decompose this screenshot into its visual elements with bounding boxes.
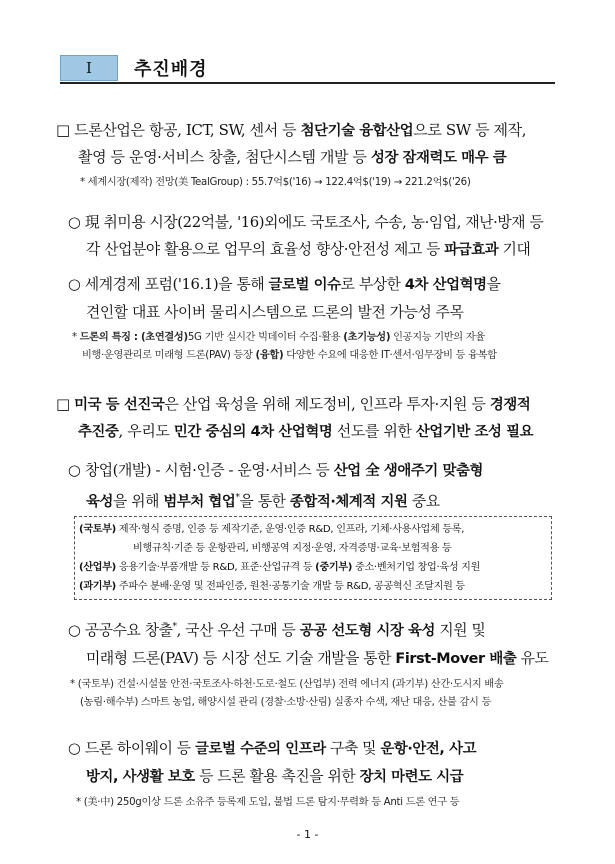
text: , 우리도 (118, 422, 174, 440)
bold-text: 방지, 사생활 보호 (86, 769, 195, 785)
text: 구축 및 (325, 740, 381, 757)
bold-text: 산업 全 생애주기 맞춤형 (333, 463, 484, 479)
bold-text: 첨단기술 융합산업 (300, 123, 414, 139)
item-lifecycle (68, 457, 569, 516)
text: 5G 기반 실시간 빅데이터 수집·활용 (187, 332, 344, 343)
bold-text: First-Mover 배출 (395, 650, 517, 667)
bullet-line (56, 117, 569, 144)
text: 을 위해 (113, 492, 164, 510)
bullet-line (56, 391, 569, 418)
text: 주파수 분배·운영 및 전파인증, 원천·공통기술 개발 등 R&D, 공공혁신 조달지원 등 (115, 581, 465, 592)
text: 지원 및 (435, 621, 486, 639)
bold-text: 4차 산업혁명 (404, 277, 487, 293)
ministry-label: (산업부) (79, 562, 116, 573)
bold-text: 종합적·체계적 지원 (289, 493, 408, 510)
text: 등 드론 활용 촉진을 위한 (194, 768, 360, 785)
item-line (68, 236, 569, 264)
item-line (68, 763, 569, 791)
bullet-drone-industry (56, 117, 569, 171)
box-row: 비행규칙·기준 등 운항관리, 비행공역 지정·운영, 자격증명·교육·보험적용 등 (133, 543, 452, 554)
footnote-market: * 세계시장(제작) 전망(美 TealGroup) : 55.7억$('16) → 122.4억$('19) → 221.2억$('26) (80, 177, 471, 188)
bold-text: 운항·안전, 사고 (380, 741, 477, 757)
bold-text: 경쟁적 (489, 397, 531, 413)
bold-text: 성장 잠재력도 매우 큼 (370, 150, 507, 166)
text: 다양한 수요에 대응한 IT·센서·임무장비 등 융복합 (283, 350, 497, 361)
text: 세계경제 포럼('16.1)을 통해 (84, 276, 269, 293)
bold-text: 민간 중심의 4차 산업혁명 (173, 424, 333, 440)
text: 을 통한 (239, 492, 290, 510)
item-applications (68, 209, 569, 264)
ministry-label: (국토부) (79, 524, 116, 535)
bullet-line (56, 144, 569, 171)
text: , 국산 우선 구매 등 (176, 621, 300, 639)
item-public-demand (68, 614, 569, 673)
footnote-marker: * (172, 622, 177, 632)
box-row (79, 558, 547, 577)
bold-text: 장치 마련도 시급 (359, 769, 464, 785)
heading-rule (60, 82, 555, 84)
bold-text: 범부처 협업 (163, 493, 236, 510)
text: 촬영 등 운영·서비스 창출, 첨단시스템 개발 등 (78, 148, 371, 166)
item-line (68, 457, 569, 485)
page-number: - 1 - (296, 828, 319, 841)
circle-bullet-icon: ○ (68, 621, 81, 639)
bold-text: (초기능성) (343, 332, 391, 343)
ministry-label: (과기부) (79, 581, 116, 592)
item-line: 견인할 대표 사이버 물리시스템으로 드론의 발전 가능성 주목 (86, 304, 464, 321)
item-line (68, 614, 569, 645)
circle-bullet-icon: ○ (68, 462, 81, 479)
ministry-roles-box (74, 516, 552, 600)
note-line: (농림·해수부) 스마트 농업, 해양시설 관리 (경찰·소방·산림) 실종자 수색, 재난 대응, 산불 감시 등 (80, 697, 492, 708)
circle-bullet-icon: ○ (68, 276, 81, 293)
text: 現 취미용 시장(22억불, '16)외에도 국토조사, 수송, 농·임업, 재난·방재 등 (84, 214, 544, 231)
item-infrastructure (68, 735, 569, 791)
box-row (79, 577, 547, 596)
note-line (72, 329, 497, 347)
text: 드론산업은 항공, ICT, SW, 센서 등 (74, 121, 301, 139)
square-bullet-icon: □ (56, 395, 70, 413)
bold-text: 추진중 (78, 424, 119, 440)
text: * (72, 332, 80, 343)
text: 은 산업 육성을 위해 제도정비, 인프라 투자·지원 등 (164, 395, 490, 413)
item-line (68, 271, 569, 299)
text: 제작·형식 증명, 인증 등 제작기준, 운영·인증 R&D, 인프라, 기체·사용사업체 등록, (115, 524, 465, 535)
ministry-label: (중기부) (315, 562, 353, 573)
note-line (72, 347, 497, 365)
text: 각 산업분야 활용으로 업무의 효율성 향상·안전성 제고 등 (86, 241, 445, 258)
item-world-forum (68, 271, 569, 326)
footnote-public-demand (70, 676, 503, 712)
text: 미래형 드론(PAV) 등 시장 선도 기술 개발을 통한 (86, 649, 396, 667)
text: 중요 (407, 492, 440, 510)
box-row (79, 520, 547, 539)
bold-text: 파급효과 (444, 242, 499, 258)
bullet-advanced-countries (56, 391, 569, 445)
text: 선도를 위한 (332, 422, 416, 440)
text: 을 (486, 276, 501, 293)
text: 로 부상한 (340, 276, 405, 293)
section-heading (60, 55, 208, 81)
bold-text: 드론의 특징 : (초연결성) (79, 332, 188, 343)
bold-text: 글로벌 수준의 인프라 (195, 741, 326, 757)
circle-bullet-icon: ○ (68, 740, 81, 757)
text: 유도 (516, 649, 549, 667)
text: 기대 (498, 241, 531, 258)
item-line (68, 485, 569, 516)
footnote-marker: * (235, 493, 240, 503)
bold-text: 글로벌 이슈 (268, 277, 341, 293)
text: 중소·벤처기업 창업·육성 지원 (352, 562, 481, 573)
bold-text: 육성 (86, 493, 114, 510)
section-numeral: I (60, 55, 118, 81)
note-line: * (국토부) 건설·시설물 안전·국토조사·하천·도로·철도 (산업부) 전력 에너지 (과기부) 산간·도시지 배송 (70, 679, 504, 690)
bold-text: 산업기반 조성 필요 (415, 424, 534, 440)
text: 창업(개발) - 시험·인증 - 운영·서비스 등 (84, 462, 334, 479)
text: 공공수요 창출 (84, 621, 173, 639)
bold-text: 공공 선도형 시장 육성 (299, 622, 436, 639)
bullet-line (56, 418, 569, 445)
item-line (68, 735, 569, 763)
item-line (68, 645, 569, 673)
section-title: 추진배경 (134, 59, 208, 80)
text: 으로 SW 등 제작, (413, 121, 527, 139)
text: 비행·운영관리로 미래형 드론(PAV) 등장 (82, 350, 256, 361)
text: 인공지능 기반의 자율 (390, 332, 485, 343)
item-line (68, 209, 569, 236)
text: 드론 하이웨이 등 (84, 740, 195, 757)
text: 응용기술·부품개발 등 R&D, 표준·산업규격 등 (115, 562, 316, 573)
footnote-drone-features (72, 329, 497, 365)
footnote-anti-drone: * (美·中) 250g이상 드론 소유주 등록제 도입, 불법 드론 탐지·무력화 등 Anti 드론 연구 등 (76, 797, 460, 808)
bold-text: 미국 등 선진국 (74, 397, 165, 413)
circle-bullet-icon: ○ (68, 214, 81, 231)
square-bullet-icon: □ (56, 121, 70, 139)
bold-text: (융합) (255, 350, 284, 361)
